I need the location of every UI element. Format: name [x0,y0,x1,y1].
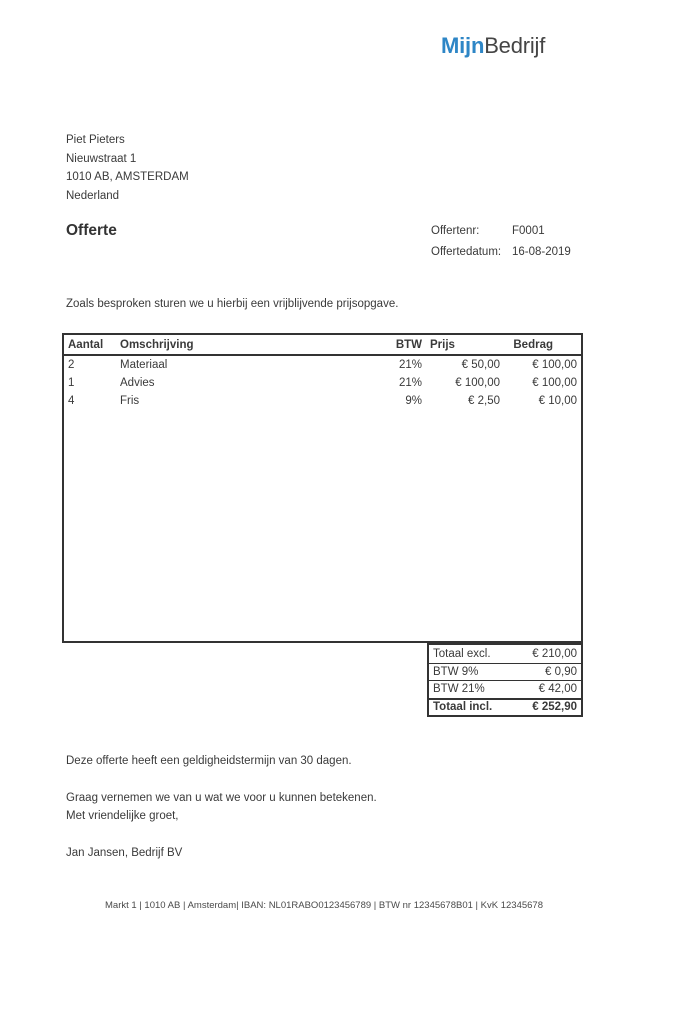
cell-prijs: € 100,00 [455,376,500,389]
signature-text: Jan Jansen, Bedrijf BV [66,847,183,859]
column-header-btw: BTW [364,335,426,355]
cell-omschrijving: Materiaal [120,358,168,371]
footer-company-details: Markt 1 | 1010 AB | Amsterdam| IBAN: NL01RABO0123456789 | BTW nr 12345678B01 | KvK 12345678 [105,900,543,911]
offer-date-row [431,246,571,267]
cell-aantal: 2 [68,358,75,371]
table-row [64,392,581,411]
cell-prijs: € 2,50 [468,395,500,408]
cell-btw: 9% [405,395,422,408]
offer-meta [431,225,571,266]
recipient-city: 1010 AB, AMSTERDAM [66,171,189,184]
totals-value: € 210,00 [532,647,577,660]
table-row [64,374,581,393]
items-header-row [64,335,581,355]
column-header-omschrijving: Omschrijving [116,335,364,355]
totals-label: Totaal excl. [433,647,491,660]
recipient-street: Nieuwstraat 1 [66,152,137,165]
cell-btw: 21% [398,358,422,371]
totals-label: BTW 21% [433,683,485,696]
totals-label: Totaal incl. [433,701,493,714]
offer-date-value: 16-08-2019 [512,245,571,258]
validity-text: Deze offerte heeft een geldigheidstermijn van 30 dagen. [66,755,352,767]
cell-bedrag: € 100,00 [532,376,577,389]
items-table-box [62,333,583,643]
cell-aantal: 4 [68,395,75,408]
cell-bedrag: € 10,00 [538,395,577,408]
offer-number-value: F0001 [512,225,545,237]
cell-prijs: € 50,00 [461,358,500,371]
recipient-name: Piet Pieters [66,134,125,146]
totals-value: € 252,90 [532,701,577,714]
cell-btw: 21% [398,376,422,389]
totals-row-btw9 [429,663,581,681]
column-header-bedrag: Bedrag [504,335,581,355]
intro-text: Zoals besproken sturen we u hierbij een vrijblijvende prijsopgave. [66,298,399,310]
cell-aantal: 1 [68,376,75,389]
offer-number-label: Offertenr: [431,225,480,237]
offer-number-row [431,225,571,246]
column-header-aantal: Aantal [64,335,116,355]
recipient-address-block [66,131,189,205]
cell-omschrijving: Fris [120,395,140,408]
closing-line-2: Met vriendelijke groet, [66,810,179,822]
closing-line-1: Graag vernemen we van u wat we voor u kunnen betekenen. [66,792,377,804]
totals-row-excl [429,645,581,663]
column-header-prijs: Prijs [426,335,504,355]
totals-row-btw21 [429,680,581,698]
logo-text-bedrijf: Bedrijf [484,33,546,58]
totals-row-incl [429,698,581,716]
page-title: Offerte [66,222,117,239]
totals-label: BTW 9% [433,665,479,678]
totals-value: € 0,90 [545,665,577,678]
offer-date-label: Offertedatum: [431,245,502,258]
totals-box [427,643,583,717]
cell-bedrag: € 100,00 [532,358,577,371]
cell-omschrijving: Advies [120,376,155,389]
items-table [64,335,581,411]
company-logo [441,33,545,59]
recipient-country: Nederland [66,189,120,202]
totals-value: € 42,00 [538,683,577,696]
logo-text-mijn: Mijn [441,33,485,58]
table-row [64,355,581,374]
